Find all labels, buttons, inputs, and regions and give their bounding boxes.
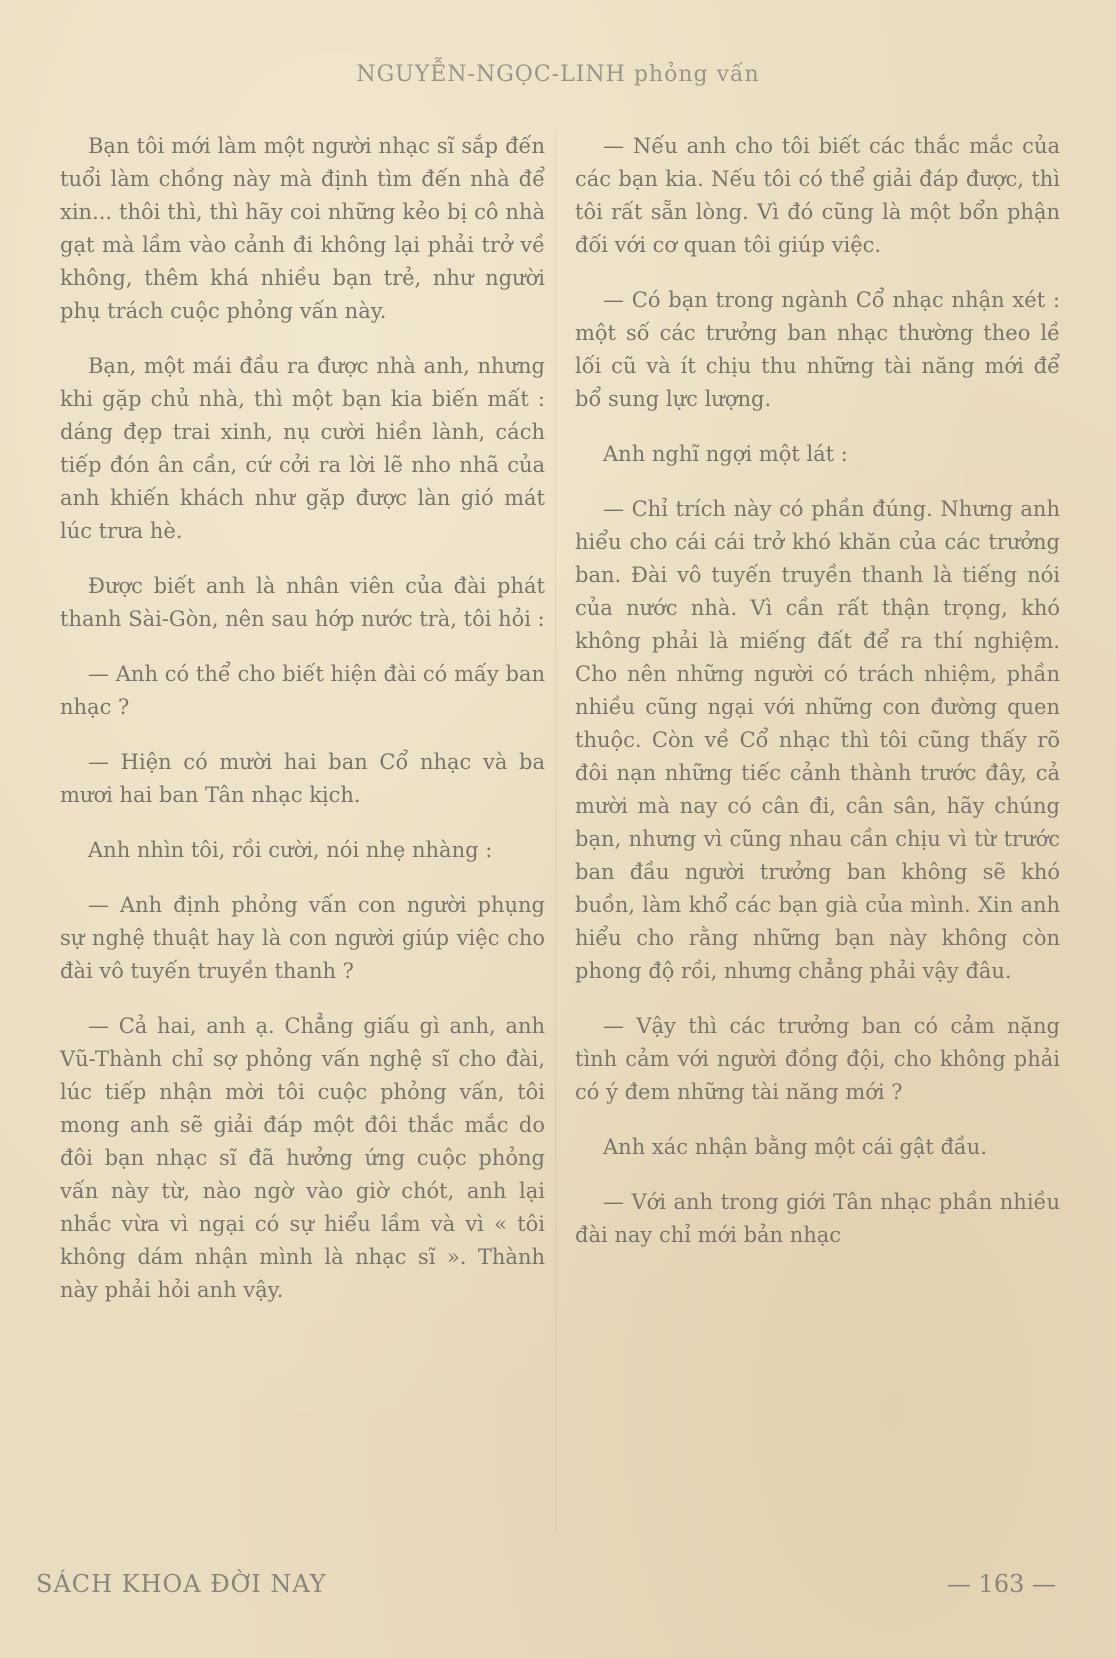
paragraph: Anh nghĩ ngợi một lát : bbox=[603, 442, 848, 466]
paragraph: — Vậy thì các trưởng ban có cảm nặng tình cảm với người đồng đội, cho không phải có ý đem những tài năng mới ? bbox=[575, 1014, 1060, 1104]
paragraph: Bạn, một mái đầu ra được nhà anh, nhưng khi gặp chủ nhà, thì một bạn kia biến mất : dáng đẹp trai xinh, nụ cười hiền lành, cách tiếp đón ân cần, cứ cởi ra lời lẽ nho nhã của anh khiến khách như gặp được làn gió mát lúc trưa hè. bbox=[60, 354, 545, 543]
page-number: — 163 — bbox=[946, 1570, 1056, 1598]
paragraph: — Có bạn trong ngành Cổ nhạc nhận xét : một số các trưởng ban nhạc thường theo lề lối cũ và ít chịu thu những tài năng mới để bổ sung lực lượng. bbox=[575, 288, 1060, 411]
paragraph: — Với anh trong giới Tân nhạc phần nhiều đài nay chỉ mới bản nhạc bbox=[575, 1190, 1060, 1247]
publication-title: SÁCH KHOA ĐỜI NAY bbox=[36, 1570, 327, 1598]
column-divider bbox=[555, 130, 556, 1530]
paragraph: Bạn tôi mới làm một người nhạc sĩ sắp đến tuổi làm chồng này mà định tìm đến nhà để xin... thôi thì, thì hãy coi những kẻo bị cô nhà gạt mà lầm vào cảnh đi không lại phải trở về không, thêm khá nhiều bạn trẻ, như người phụ trách cuộc phỏng vấn này. bbox=[60, 134, 545, 323]
paragraph: — Cả hai, anh ạ. Chẳng giấu gì anh, anh Vũ-Thành chỉ sợ phỏng vấn nghệ sĩ cho đài, lúc tiếp nhận mời tôi cuộc phỏng vấn, tôi mong anh sẽ giải đáp một đôi thắc mắc do đôi bạn nhạc sĩ đã hưởng ứng cuộc phỏng vấn này từ, nào ngờ vào giờ chót, anh lại nhắc vừa vì ngại có sự hiểu lầm và vì « tôi không dám nhận mình là nhạc sĩ ». Thành này phải hỏi anh vậy. bbox=[60, 1014, 545, 1302]
paragraph: Anh xác nhận bằng một cái gật đầu. bbox=[603, 1135, 987, 1159]
left-column bbox=[60, 130, 545, 1329]
right-column bbox=[575, 130, 1060, 1274]
paragraph: Được biết anh là nhân viên của đài phát thanh Sài-Gòn, nên sau hớp nước trà, tôi hỏi : bbox=[60, 574, 545, 631]
paragraph: — Hiện có mười hai ban Cổ nhạc và ba mươi hai ban Tân nhạc kịch. bbox=[60, 750, 545, 807]
paragraph: — Chỉ trích này có phần đúng. Nhưng anh hiểu cho cái cái trở khó khăn của các trưởng ban. Đài vô tuyến truyền thanh là tiếng nói của nước nhà. Vì cần rất thận trọng, khó không phải là miếng đất để ra thí nghiệm. Cho nên những người có trách nhiệm, phần nhiều cũng ngại với những con đường quen thuộc. Còn về Cổ nhạc thì tôi cũng thấy rõ đôi nạn những tiếc cảnh thành trước đây, cả mười mà nay có cân đi, cân sân, hãy chúng bạn, nhưng vì cũng nhau cần chịu vì từ trước ban đầu người trưởng ban không sẽ khó buồn, làm khổ các bạn già của mình. Xin anh hiểu cho rằng những bạn này không còn phong độ rồi, nhưng chẳng phải vậy đâu. bbox=[575, 497, 1060, 983]
paragraph: — Nếu anh cho tôi biết các thắc mắc của các bạn kia. Nếu tôi có thể giải đáp được, thì tôi rất sẵn lòng. Vì đó cũng là một bổn phận đối với cơ quan tôi giúp việc. bbox=[575, 134, 1060, 257]
paragraph: — Anh định phỏng vấn con người phụng sự nghệ thuật hay là con người giúp việc cho đài vô tuyến truyền thanh ? bbox=[60, 893, 545, 983]
paragraph: — Anh có thể cho biết hiện đài có mấy ban nhạc ? bbox=[60, 662, 545, 719]
paragraph: Anh nhìn tôi, rồi cười, nói nhẹ nhàng : bbox=[88, 838, 493, 862]
running-head: NGUYỄN-NGỌC-LINH phỏng vấn bbox=[356, 62, 760, 87]
